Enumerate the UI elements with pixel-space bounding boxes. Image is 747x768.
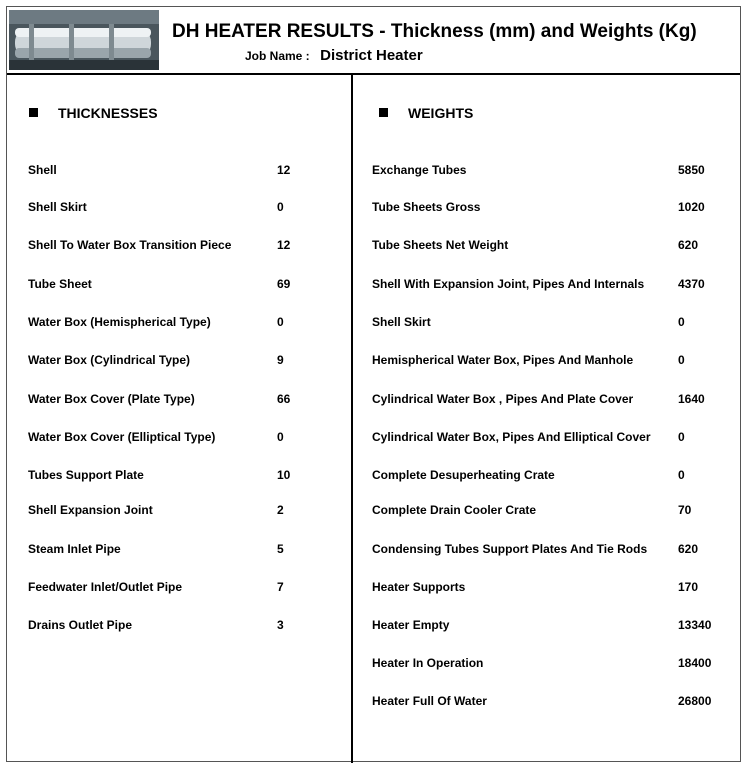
thickness-item-label: Shell To Water Box Transition Piece [28,238,232,252]
weight-item-value: 13340 [678,618,712,632]
weight-item-label: Complete Drain Cooler Crate [372,503,537,517]
weight-item-label: Heater In Operation [372,656,484,670]
weights-heading [379,105,473,121]
thickness-item-label: Shell Expansion Joint [28,503,153,517]
thickness-item-value: 10 [277,468,291,482]
thickness-item-value: 0 [277,430,284,444]
weight-item-value: 0 [678,353,685,367]
column-divider [351,75,353,763]
square-bullet-icon [29,108,38,117]
weight-item-value: 170 [678,580,699,594]
weight-item-label: Shell With Expansion Joint, Pipes And Internals [372,277,645,291]
thicknesses-heading-text: THICKNESSES [58,105,158,121]
thickness-item-value: 66 [277,392,291,406]
thickness-item-label: Water Box (Cylindrical Type) [28,353,191,367]
weight-item-label: Hemispherical Water Box, Pipes And Manhole [372,353,634,367]
job-name-label: Job Name : [245,49,310,63]
header [7,7,740,75]
page-title: DH HEATER RESULTS - Thickness (mm) and Weights (Kg) [172,21,697,42]
thickness-item-value: 12 [277,163,291,177]
thickness-item-label: Steam Inlet Pipe [28,542,121,556]
thickness-item-value: 3 [277,618,284,632]
weight-item-value: 0 [678,315,685,329]
weight-item-label: Cylindrical Water Box , Pipes And Plate Cover [372,392,634,406]
heater-photo [9,10,159,70]
job-name [245,47,423,65]
thickness-item-label: Water Box (Hemispherical Type) [28,315,211,329]
thickness-item-value: 5 [277,542,284,556]
weight-item-label: Heater Empty [372,618,450,632]
weight-item-value: 1640 [678,392,705,406]
thickness-item-label: Tube Sheet [28,277,92,291]
weight-item-label: Complete Desuperheating Crate [372,468,555,482]
thickness-item-value: 0 [277,200,284,214]
thickness-item-label: Shell Skirt [28,200,87,214]
thickness-item-label: Water Box Cover (Plate Type) [28,392,195,406]
weight-item-value: 26800 [678,694,712,708]
weight-item-value: 4370 [678,277,705,291]
weight-item-value: 1020 [678,200,705,214]
thickness-item-label: Drains Outlet Pipe [28,618,133,632]
weight-item-label: Condensing Tubes Support Plates And Tie Rods [372,542,648,556]
weight-item-label: Heater Supports [372,580,466,594]
weight-item-value: 0 [678,468,685,482]
square-bullet-icon [379,108,388,117]
weight-item-value: 70 [678,503,692,517]
thickness-item-value: 0 [277,315,284,329]
weight-item-value: 0 [678,430,685,444]
weight-item-value: 620 [678,238,699,252]
thickness-item-value: 7 [277,580,284,594]
thickness-item-label: Shell [28,163,57,177]
weight-item-label: Shell Skirt [372,315,431,329]
weight-item-value: 5850 [678,163,705,177]
weights-heading-text: WEIGHTS [408,105,474,121]
weight-item-label: Cylindrical Water Box, Pipes And Elliptical Cover [372,430,651,444]
weight-item-label: Heater Full Of Water [372,694,487,708]
thickness-item-value: 9 [277,353,284,367]
thickness-item-value: 69 [277,277,291,291]
job-name-value: District Heater [320,47,423,64]
thickness-item-label: Feedwater Inlet/Outlet Pipe [28,580,183,594]
weight-item-label: Exchange Tubes [372,163,467,177]
results-panel [6,6,741,762]
thickness-item-value: 12 [277,238,291,252]
thickness-item-value: 2 [277,503,284,517]
thickness-item-label: Water Box Cover (Elliptical Type) [28,430,216,444]
thickness-item-label: Tubes Support Plate [28,468,144,482]
thicknesses-heading [29,105,158,121]
weight-item-label: Tube Sheets Gross [372,200,481,214]
weight-item-value: 620 [678,542,699,556]
weight-item-value: 18400 [678,656,712,670]
weight-item-label: Tube Sheets Net Weight [372,238,509,252]
